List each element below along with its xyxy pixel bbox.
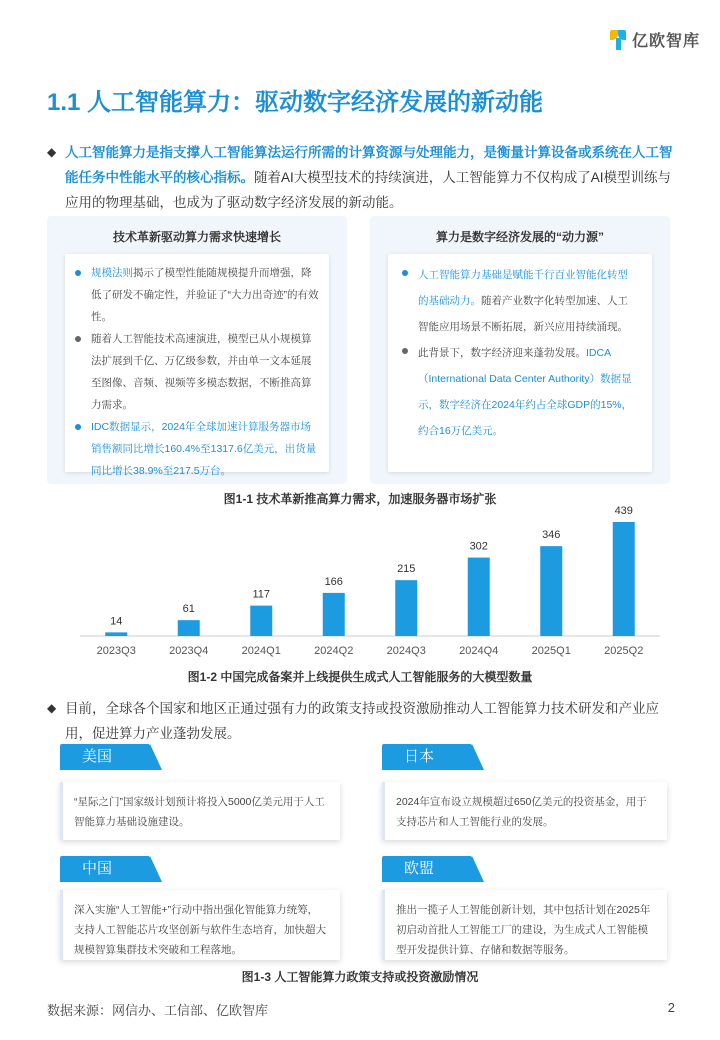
left-panel-title: 技术革新驱动算力需求快速增长 — [112, 230, 281, 244]
right-panel-card — [388, 254, 652, 472]
x-tick-label: 2025Q1 — [531, 645, 571, 657]
bullet-dot-icon — [75, 336, 81, 342]
data-label: 117 — [252, 588, 271, 601]
left-panel-card — [65, 254, 329, 477]
data-label: 215 — [397, 563, 416, 576]
policy-card-cn — [60, 890, 340, 960]
bar-chart — [80, 498, 660, 662]
x-tick-label: 2024Q2 — [314, 645, 354, 657]
figure-caption-3: 图1-3 人工智能算力政策支持或投资激励情况 — [241, 970, 479, 984]
data-label: 61 — [182, 603, 195, 616]
data-label: 346 — [542, 529, 561, 542]
list-item — [75, 416, 319, 482]
bullet-dot-icon — [402, 348, 408, 354]
policy-card-jp — [382, 782, 667, 840]
x-tick-label: 2024Q1 — [241, 645, 281, 657]
list-item — [402, 262, 638, 340]
bar-2025Q2 — [613, 522, 635, 636]
right-panel-title: 算力是数字经济发展的“动力源” — [435, 230, 604, 244]
data-label: 166 — [324, 575, 343, 588]
data-label: 302 — [469, 540, 488, 553]
page-number: 2 — [667, 1000, 675, 1015]
bullet-dot-icon — [75, 424, 81, 430]
list-item-text: 随着产业数字化转型加速、人工智能应用场景不断拓展，新兴应用持续涌现。 — [418, 295, 628, 333]
policy-card-text: 深入实施“人工智能+”行动中指出强化智能算力统筹，支持人工智能芯片攻坚创新与软件生态培育，加快超大规模智算集群技术突破和工程落地。 — [74, 904, 326, 956]
list-item-text: 揭示了模型性能随规模提升而增强，降低了研发不确定性，并验证了“大力出奇迹”的有效性。 — [91, 267, 319, 323]
policy-card-text: 2024年宣布设立规模超过650亿美元的投资基金，用于支持芯片和人工智能行业的发展。 — [396, 796, 647, 828]
intro-highlight: 人工智能算力是指支撑人工智能算法运行所需的计算资源与处理能力，是衡量计算设备或系统在人工智能任务中性能水平的核心指标。 — [65, 145, 673, 185]
tag-us: 美国 — [60, 744, 150, 770]
bullet-dot-icon — [402, 270, 408, 276]
list-item-text: 随着人工智能技术高速演进，模型已从小规模算法扩展到千亿、万亿级参数，并由单一文本延展至图像、音频、视频等多模态数据，不断推高算力需求。 — [91, 333, 312, 411]
list-item-text: IDC数据显示，2024年全球加速计算服务器市场销售额同比增长160.4%至1317.6亿美元，出货量同比增长38.9%至217.5万台。 — [91, 421, 317, 477]
tag-eu: 欧盟 — [382, 856, 472, 882]
logo-text: 亿欧智库 — [631, 33, 700, 50]
policy-paragraph-text: 目前，全球各个国家和地区正通过强有力的政策支持或投资激励推动人工智能算力技术研发和产业应用，促进算力产业蓬勃发展。 — [65, 701, 659, 741]
intro-text: 随着AI大模型技术的持续演进，人工智能算力不仅构成了AI模型训练与应用的物理基础，也成为了驱动数字经济发展的新动能。 — [65, 170, 672, 210]
x-tick-label: 2023Q3 — [96, 645, 136, 657]
data-source: 数据来源：网信办、工信部、亿欧智库 — [47, 1003, 269, 1018]
intro-paragraph — [47, 140, 677, 215]
data-label: 439 — [614, 505, 633, 517]
policy-paragraph — [47, 696, 677, 746]
page-title: 1.1 人工智能算力：驱动数字经济发展的新动能 — [47, 89, 544, 116]
scaling-law-link[interactable]: 规模法则 — [91, 267, 133, 279]
logo-mark-icon — [610, 30, 628, 50]
list-item-highlight: IDCA（International Data Center Authority）数据显示，数字经济在2024年约占全球GDP的15%，约合16万亿美元。 — [418, 347, 633, 437]
figure-caption-1: 图1-1 技术革新推高算力需求，加速服务器市场扩张 — [223, 492, 497, 506]
x-tick-label: 2025Q2 — [604, 645, 644, 657]
right-panel — [370, 216, 670, 484]
diamond-bullet-icon: ◆ — [47, 145, 57, 159]
bar-2024Q2 — [323, 593, 345, 636]
bullet-dot-icon — [75, 270, 81, 276]
left-panel — [47, 216, 347, 484]
bar-2023Q4 — [178, 620, 200, 636]
x-tick-label: 2023Q4 — [169, 645, 209, 657]
list-item-highlight: 人工智能算力基础是赋能千行百业智能化转型的基础动力。 — [418, 269, 628, 307]
policy-card-text: 推出一揽子人工智能创新计划，其中包括计划在2025年初启动首批人工智能工厂的建设，为生成式人工智能模型开发提供计算、存储和数据等服务。 — [396, 904, 651, 956]
list-item — [402, 340, 638, 444]
bar-2025Q1 — [540, 546, 562, 636]
bar-2024Q4 — [468, 558, 490, 636]
diamond-bullet-icon: ◆ — [47, 701, 57, 715]
policy-card-text: “星际之门”国家级计划预计将投入5000亿美元用于人工智能算力基础设施建设。 — [74, 796, 325, 828]
bar-2024Q3 — [395, 580, 417, 636]
list-item — [75, 328, 319, 416]
tag-cn: 中国 — [60, 856, 150, 882]
data-label: 14 — [110, 615, 123, 628]
bar-2024Q1 — [250, 606, 272, 636]
logo — [610, 28, 700, 51]
list-item — [75, 262, 319, 328]
policy-card-us — [60, 782, 340, 840]
policy-card-eu — [382, 890, 667, 960]
list-item-text: 此背景下，数字经济迎来蓬勃发展。 — [418, 347, 586, 359]
x-tick-label: 2024Q3 — [386, 645, 426, 657]
x-tick-label: 2024Q4 — [459, 645, 499, 657]
bar-2023Q3 — [105, 632, 127, 636]
tag-jp: 日本 — [382, 744, 472, 770]
figure-caption-2: 图1-2 中国完成备案并上线提供生成式人工智能服务的大模型数量 — [187, 670, 533, 684]
